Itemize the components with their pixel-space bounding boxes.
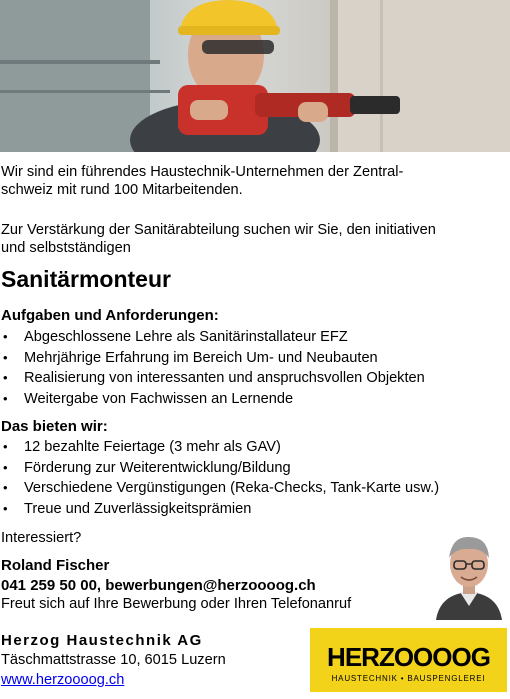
header-photo: [0, 0, 510, 152]
company-address: Täschmattstrasse 10, 6015 Luzern: [1, 652, 226, 668]
intro-text-line-1: Wir sind ein führendes Haustechnik-Unternehmen der Zentral-: [1, 164, 404, 180]
list-item: • Mehrjährige Erfahrung im Bereich Um- und Neubauten: [0, 348, 510, 369]
contact-name: Roland Fischer: [1, 557, 110, 574]
tasks-heading: Aufgaben und Anforderungen:: [1, 307, 219, 324]
list-item: • Verschiedene Vergünstigungen (Reka-Checks, Tank-Karte usw.): [0, 478, 510, 499]
company-website-link[interactable]: www.herzoooog.ch: [1, 672, 125, 688]
list-item: • Realisierung von interessanten und anspruchsvollen Objekten: [0, 368, 510, 389]
worker-drilling-illustration: [0, 0, 510, 152]
list-item: • Förderung zur Weiterentwicklung/Bildung: [0, 458, 510, 479]
offers-heading: Das bieten wir:: [1, 418, 108, 435]
logo-wordmark: HERZOOOOG: [327, 642, 490, 672]
intro-text-line-2: schweiz mit rund 100 Mitarbeitenden.: [1, 182, 243, 198]
interested-text: Interessiert?: [1, 530, 82, 546]
job-title: Sanitärmonteur: [1, 266, 171, 292]
list-item: • Weitergabe von Fachwissen an Lernende: [0, 389, 510, 410]
contact-message: Freut sich auf Ihre Bewerbung oder Ihren Telefonanruf: [1, 596, 352, 612]
tasks-list: [0, 327, 510, 409]
company-name: Herzog Haustechnik AG: [1, 632, 203, 649]
contact-portrait: [432, 528, 506, 620]
list-item: • 12 bezahlte Feiertage (3 mehr als GAV): [0, 437, 510, 458]
list-item: • Treue und Zuverlässigkeitsprämien: [0, 499, 510, 520]
portrait-photo: [432, 528, 506, 620]
intro-text-line-3: Zur Verstärkung der Sanitärabteilung suchen wir Sie, den initiativen: [1, 222, 436, 238]
company-logo: [310, 628, 507, 692]
contact-phone-email: 041 259 50 00, bewerbungen@herzoooog.ch: [1, 577, 316, 594]
logo-tagline: HAUSTECHNIK • BAUSPENGLEREI: [331, 674, 486, 683]
list-item: • Abgeschlossene Lehre als Sanitärinstallateur EFZ: [0, 327, 510, 348]
offers-list: [0, 437, 510, 519]
intro-text-line-4: und selbstständigen: [1, 240, 131, 256]
